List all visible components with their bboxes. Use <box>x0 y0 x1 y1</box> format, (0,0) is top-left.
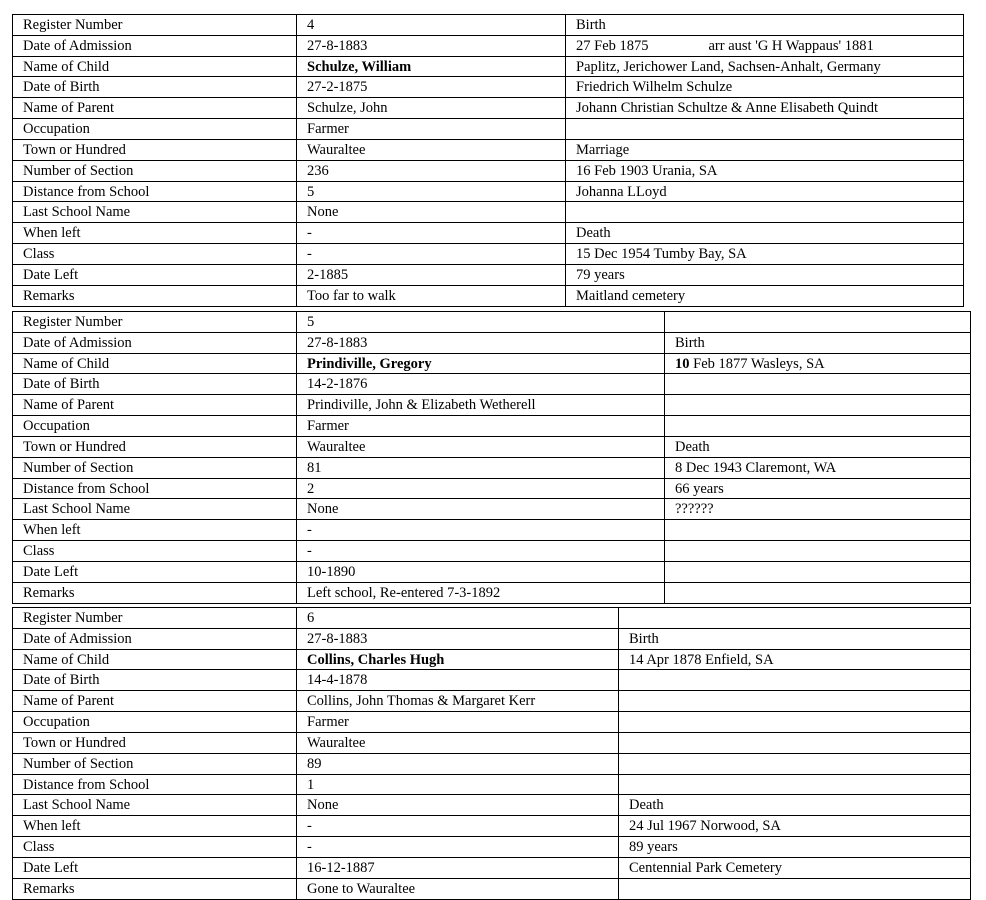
field-label: Name of Child <box>13 649 297 670</box>
note-death: 24 Jul 1967 Norwood, SA <box>619 816 971 837</box>
field-value: 5 <box>297 312 665 333</box>
table-row <box>13 857 971 878</box>
field-value: 16-12-1887 <box>297 857 619 878</box>
table-row <box>13 878 971 899</box>
field-label: Name of Child <box>13 353 297 374</box>
table-row <box>13 499 971 520</box>
field-label: Class <box>13 837 297 858</box>
table-row <box>13 332 971 353</box>
table-row <box>13 795 971 816</box>
table-row <box>13 582 971 603</box>
field-value: 10-1890 <box>297 561 665 582</box>
field-value: 236 <box>297 160 566 181</box>
field-label: When left <box>13 816 297 837</box>
register-record-5 <box>12 311 971 604</box>
note-age: 79 years <box>566 264 964 285</box>
field-value: 2-1885 <box>297 264 566 285</box>
table-row <box>13 478 971 499</box>
table-row <box>13 312 971 333</box>
note-empty <box>665 541 971 562</box>
table-row <box>13 416 971 437</box>
field-value: Farmer <box>297 416 665 437</box>
note-empty <box>665 374 971 395</box>
field-value: 1 <box>297 774 619 795</box>
table-row <box>13 520 971 541</box>
field-label: When left <box>13 223 297 244</box>
table-row <box>13 353 971 374</box>
field-label: Register Number <box>13 15 297 36</box>
note-empty <box>619 670 971 691</box>
field-label: Date Left <box>13 857 297 878</box>
field-value: Collins, John Thomas & Margaret Kerr <box>297 691 619 712</box>
table-row <box>13 561 971 582</box>
field-label: Name of Child <box>13 56 297 77</box>
field-value: None <box>297 795 619 816</box>
note-birth-place: Paplitz, Jerichower Land, Sachsen-Anhalt, Germany <box>566 56 964 77</box>
table-row <box>13 395 971 416</box>
field-label: Occupation <box>13 119 297 140</box>
field-label: Name of Parent <box>13 98 297 119</box>
field-label: Register Number <box>13 312 297 333</box>
field-label: Date of Admission <box>13 332 297 353</box>
field-label: Date of Admission <box>13 35 297 56</box>
child-name: Schulze, William <box>297 56 566 77</box>
field-value: 5 <box>297 181 566 202</box>
field-value: 2 <box>297 478 665 499</box>
field-value: None <box>297 202 566 223</box>
note-death-label: Death <box>665 436 971 457</box>
field-value: Wauraltee <box>297 732 619 753</box>
register-record-4 <box>12 14 964 307</box>
note-empty <box>566 119 964 140</box>
note-birth-label: Birth <box>665 332 971 353</box>
field-label: When left <box>13 520 297 541</box>
table-row <box>13 98 964 119</box>
table-row <box>13 374 971 395</box>
table-row <box>13 541 971 562</box>
note-death-label: Death <box>619 795 971 816</box>
table-row <box>13 264 964 285</box>
field-label: Distance from School <box>13 478 297 499</box>
field-value: 27-8-1883 <box>297 332 665 353</box>
table-row <box>13 77 964 98</box>
note-empty <box>619 608 971 629</box>
table-row <box>13 712 971 733</box>
note-empty <box>665 520 971 541</box>
table-row <box>13 119 964 140</box>
field-label: Date Left <box>13 561 297 582</box>
field-label: Number of Section <box>13 457 297 478</box>
field-label: Class <box>13 541 297 562</box>
note-birth-date: 27 Feb 1875 <box>576 37 649 54</box>
table-row <box>13 837 971 858</box>
note-burial: Centennial Park Cemetery <box>619 857 971 878</box>
field-label: Occupation <box>13 712 297 733</box>
note-marriage-label: Marriage <box>566 139 964 160</box>
field-label: Date of Birth <box>13 670 297 691</box>
table-row <box>13 670 971 691</box>
field-label: Last School Name <box>13 499 297 520</box>
field-value: Wauraltee <box>297 139 566 160</box>
note-cell <box>566 35 964 56</box>
note-empty <box>619 753 971 774</box>
note-birth-name: Friedrich Wilhelm Schulze <box>566 77 964 98</box>
note-empty <box>665 395 971 416</box>
field-label: Last School Name <box>13 202 297 223</box>
field-value: Gone to Wauraltee <box>297 878 619 899</box>
table-row <box>13 15 964 36</box>
field-value: 81 <box>297 457 665 478</box>
table-row <box>13 285 964 306</box>
table-row <box>13 160 964 181</box>
field-value: 27-2-1875 <box>297 77 566 98</box>
note-burial: Maitland cemetery <box>566 285 964 306</box>
table-row <box>13 608 971 629</box>
field-label: Register Number <box>13 608 297 629</box>
field-value: - <box>297 837 619 858</box>
table-row <box>13 35 964 56</box>
table-row <box>13 56 964 77</box>
table-row <box>13 732 971 753</box>
field-value: None <box>297 499 665 520</box>
field-value: Prindiville, John & Elizabeth Wetherell <box>297 395 665 416</box>
field-value: Left school, Re-entered 7-3-1892 <box>297 582 665 603</box>
field-label: Remarks <box>13 878 297 899</box>
field-label: Date of Admission <box>13 628 297 649</box>
field-label: Date Left <box>13 264 297 285</box>
note-birth-label: Birth <box>619 628 971 649</box>
field-value: 6 <box>297 608 619 629</box>
note-arrival: arr aust 'G H Wappaus' 1881 <box>708 37 874 54</box>
note-empty <box>665 582 971 603</box>
field-label: Occupation <box>13 416 297 437</box>
field-label: Number of Section <box>13 753 297 774</box>
field-label: Name of Parent <box>13 691 297 712</box>
note-death: 15 Dec 1954 Tumby Bay, SA <box>566 244 964 265</box>
table-row <box>13 223 964 244</box>
table-row <box>13 628 971 649</box>
note-parents: Johann Christian Schultze & Anne Elisabeth Quindt <box>566 98 964 119</box>
field-value: 4 <box>297 15 566 36</box>
note-marriage: 16 Feb 1903 Urania, SA <box>566 160 964 181</box>
note-death: 8 Dec 1943 Claremont, WA <box>665 457 971 478</box>
table-row <box>13 244 964 265</box>
field-value: - <box>297 816 619 837</box>
note-empty <box>665 561 971 582</box>
field-value: Too far to walk <box>297 285 566 306</box>
field-value: - <box>297 541 665 562</box>
note-burial: ?????? <box>665 499 971 520</box>
table-row <box>13 649 971 670</box>
note-birth-day: 10 <box>675 355 690 372</box>
field-value: 27-8-1883 <box>297 628 619 649</box>
field-label: Number of Section <box>13 160 297 181</box>
table-row <box>13 139 964 160</box>
table-row <box>13 436 971 457</box>
note-empty <box>665 312 971 333</box>
note-empty <box>619 691 971 712</box>
field-value: 14-4-1878 <box>297 670 619 691</box>
note-empty <box>619 732 971 753</box>
field-label: Town or Hundred <box>13 436 297 457</box>
field-value: 27-8-1883 <box>297 35 566 56</box>
field-label: Distance from School <box>13 181 297 202</box>
table-row <box>13 457 971 478</box>
field-label: Remarks <box>13 582 297 603</box>
note-empty <box>619 878 971 899</box>
field-value: Farmer <box>297 119 566 140</box>
field-label: Distance from School <box>13 774 297 795</box>
field-value: - <box>297 244 566 265</box>
note-cell <box>665 353 971 374</box>
field-label: Date of Birth <box>13 77 297 98</box>
field-value: 14-2-1876 <box>297 374 665 395</box>
field-label: Date of Birth <box>13 374 297 395</box>
note-death-label: Death <box>566 223 964 244</box>
note-empty <box>566 202 964 223</box>
field-value: Farmer <box>297 712 619 733</box>
field-value: - <box>297 520 665 541</box>
child-name: Collins, Charles Hugh <box>297 649 619 670</box>
note-age: 66 years <box>665 478 971 499</box>
table-row <box>13 753 971 774</box>
child-name: Prindiville, Gregory <box>297 353 665 374</box>
note-empty <box>619 774 971 795</box>
note-empty <box>665 416 971 437</box>
field-label: Class <box>13 244 297 265</box>
field-label: Town or Hundred <box>13 732 297 753</box>
field-label: Name of Parent <box>13 395 297 416</box>
table-row <box>13 691 971 712</box>
note-birth-label: Birth <box>566 15 964 36</box>
table-row <box>13 181 964 202</box>
note-spouse: Johanna LLoyd <box>566 181 964 202</box>
field-label: Town or Hundred <box>13 139 297 160</box>
field-value: Schulze, John <box>297 98 566 119</box>
table-row <box>13 774 971 795</box>
register-record-6 <box>12 607 971 900</box>
note-age: 89 years <box>619 837 971 858</box>
field-value: Wauraltee <box>297 436 665 457</box>
note-birth-rest: Feb 1877 Wasleys, SA <box>689 355 825 372</box>
note-empty <box>619 712 971 733</box>
field-label: Last School Name <box>13 795 297 816</box>
note-birth: 14 Apr 1878 Enfield, SA <box>619 649 971 670</box>
table-row <box>13 816 971 837</box>
field-value: 89 <box>297 753 619 774</box>
field-label: Remarks <box>13 285 297 306</box>
table-row <box>13 202 964 223</box>
field-value: - <box>297 223 566 244</box>
